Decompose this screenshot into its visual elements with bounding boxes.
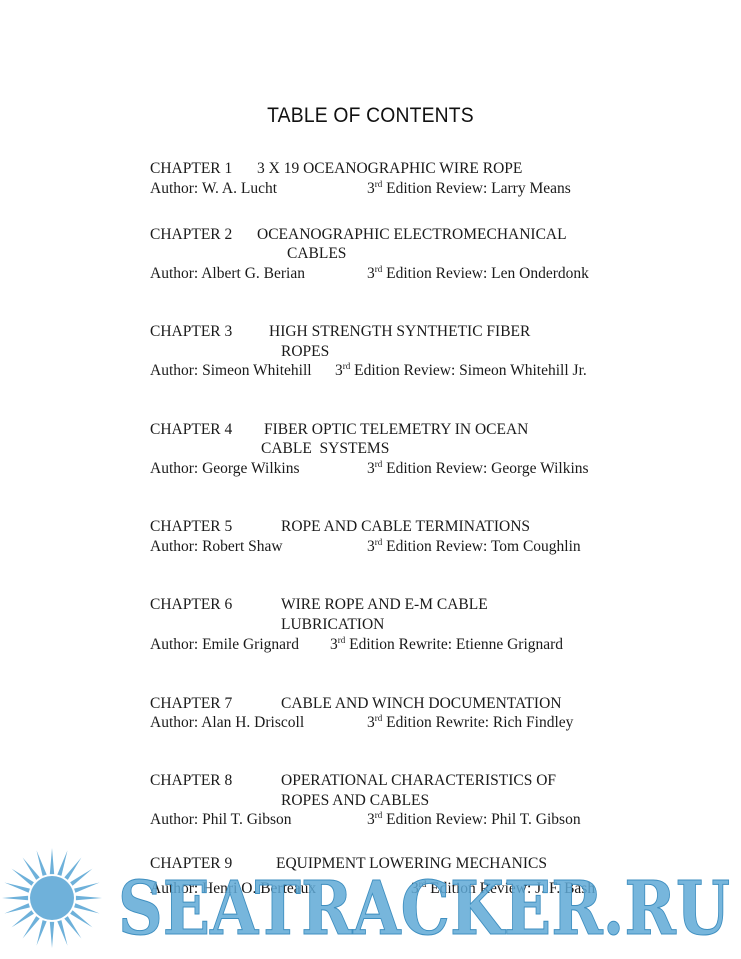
sun-ray	[76, 896, 102, 900]
sun-icon	[2, 848, 102, 948]
chapter-number: CHAPTER 6	[150, 596, 233, 613]
chapter-title: CABLE AND WINCH DOCUMENTATION	[281, 695, 562, 712]
chapter-title-continued: CABLE SYSTEMS	[261, 440, 390, 457]
chapter-title-continued: CABLES	[287, 245, 347, 262]
chapter-review: 3rd Edition Rewrite: Rich Findley	[367, 713, 574, 731]
chapter-author: Author: Simeon Whitehill	[150, 362, 312, 379]
chapter-author: Author: Robert Shaw	[150, 538, 283, 555]
sun-ray	[12, 869, 34, 886]
chapter-review: 3rd Edition Review: Phil T. Gibson	[367, 810, 581, 828]
chapter-title-continued: ROPES AND CABLES	[281, 792, 430, 809]
sun-ray	[50, 848, 54, 874]
chapter-title: ROPE AND CABLE TERMINATIONS	[281, 518, 531, 535]
chapter-author: Author: Albert G. Berian	[150, 265, 305, 282]
chapter-number: CHAPTER 9	[150, 855, 233, 872]
chapter-author: Author: Alan H. Driscoll	[150, 714, 305, 731]
chapter-author: Author: Emile Grignard	[150, 636, 299, 653]
chapter-number: CHAPTER 7	[150, 695, 233, 712]
sun-ray	[57, 920, 67, 946]
chapter-review: 3rd Edition Review: J. F. Bash	[411, 879, 596, 897]
sun-ray	[64, 858, 81, 880]
chapter-review: 3rd Edition Review: Len Onderdonk	[367, 264, 589, 282]
sun-ray	[74, 903, 100, 913]
chapter-number: CHAPTER 1	[150, 160, 233, 177]
chapter-number: CHAPTER 4	[150, 421, 233, 438]
sun-ray	[64, 916, 81, 938]
sun-ray	[23, 916, 40, 938]
chapter-title: OCEANOGRAPHIC ELECTROMECHANICAL	[257, 226, 567, 243]
sun-ray	[2, 896, 28, 900]
chapter-number: CHAPTER 3	[150, 323, 233, 340]
chapter-review: 3rd Edition Review: Tom Coughlin	[367, 537, 581, 555]
chapter-review: 3rd Edition Review: Larry Means	[367, 179, 571, 197]
sun-ray	[57, 850, 67, 876]
chapter-review: 3rd Edition Rewrite: Etienne Grignard	[330, 635, 564, 653]
chapter-number: CHAPTER 2	[150, 226, 233, 243]
chapter-review: 3rd Edition Review: Simeon Whitehill Jr.	[335, 361, 587, 379]
sun-ray	[4, 903, 29, 913]
chapter-title: HIGH STRENGTH SYNTHETIC FIBER	[269, 323, 531, 340]
sun-ray	[50, 922, 54, 948]
chapter-title: OPERATIONAL CHARACTERISTICS OF	[281, 772, 557, 789]
chapter-review: 3rd Edition Review: George Wilkins	[367, 459, 589, 477]
sun-ray	[12, 910, 34, 927]
chapter-title-continued: ROPES	[281, 343, 330, 360]
sun-ray	[70, 869, 92, 886]
chapter-title: FIBER OPTIC TELEMETRY IN OCEAN	[264, 421, 529, 438]
chapter-author: Author: W. A. Lucht	[150, 180, 278, 197]
chapter-title: WIRE ROPE AND E-M CABLE	[281, 596, 488, 613]
sun-ray	[4, 883, 29, 893]
page-title: TABLE OF CONTENTS	[267, 104, 474, 127]
watermark-text: SEATRACKER.RU	[118, 866, 730, 952]
sun-ray	[70, 910, 92, 927]
chapter-author: Author: Henri O. Berteaux	[150, 880, 317, 897]
sun-ray	[37, 850, 47, 876]
sun-ray	[37, 920, 47, 946]
chapter-number: CHAPTER 8	[150, 772, 233, 789]
chapter-author: Author: Phil T. Gibson	[150, 811, 292, 828]
sun-ray	[23, 858, 40, 880]
watermark	[0, 846, 741, 959]
sun-ray	[74, 883, 100, 893]
chapter-title: 3 X 19 OCEANOGRAPHIC WIRE ROPE	[257, 160, 523, 177]
chapter-author: Author: George Wilkins	[150, 460, 300, 477]
chapter-number: CHAPTER 5	[150, 518, 233, 535]
chapter-title-continued: LUBRICATION	[281, 616, 385, 633]
chapter-title: EQUIPMENT LOWERING MECHANICS	[276, 855, 547, 872]
